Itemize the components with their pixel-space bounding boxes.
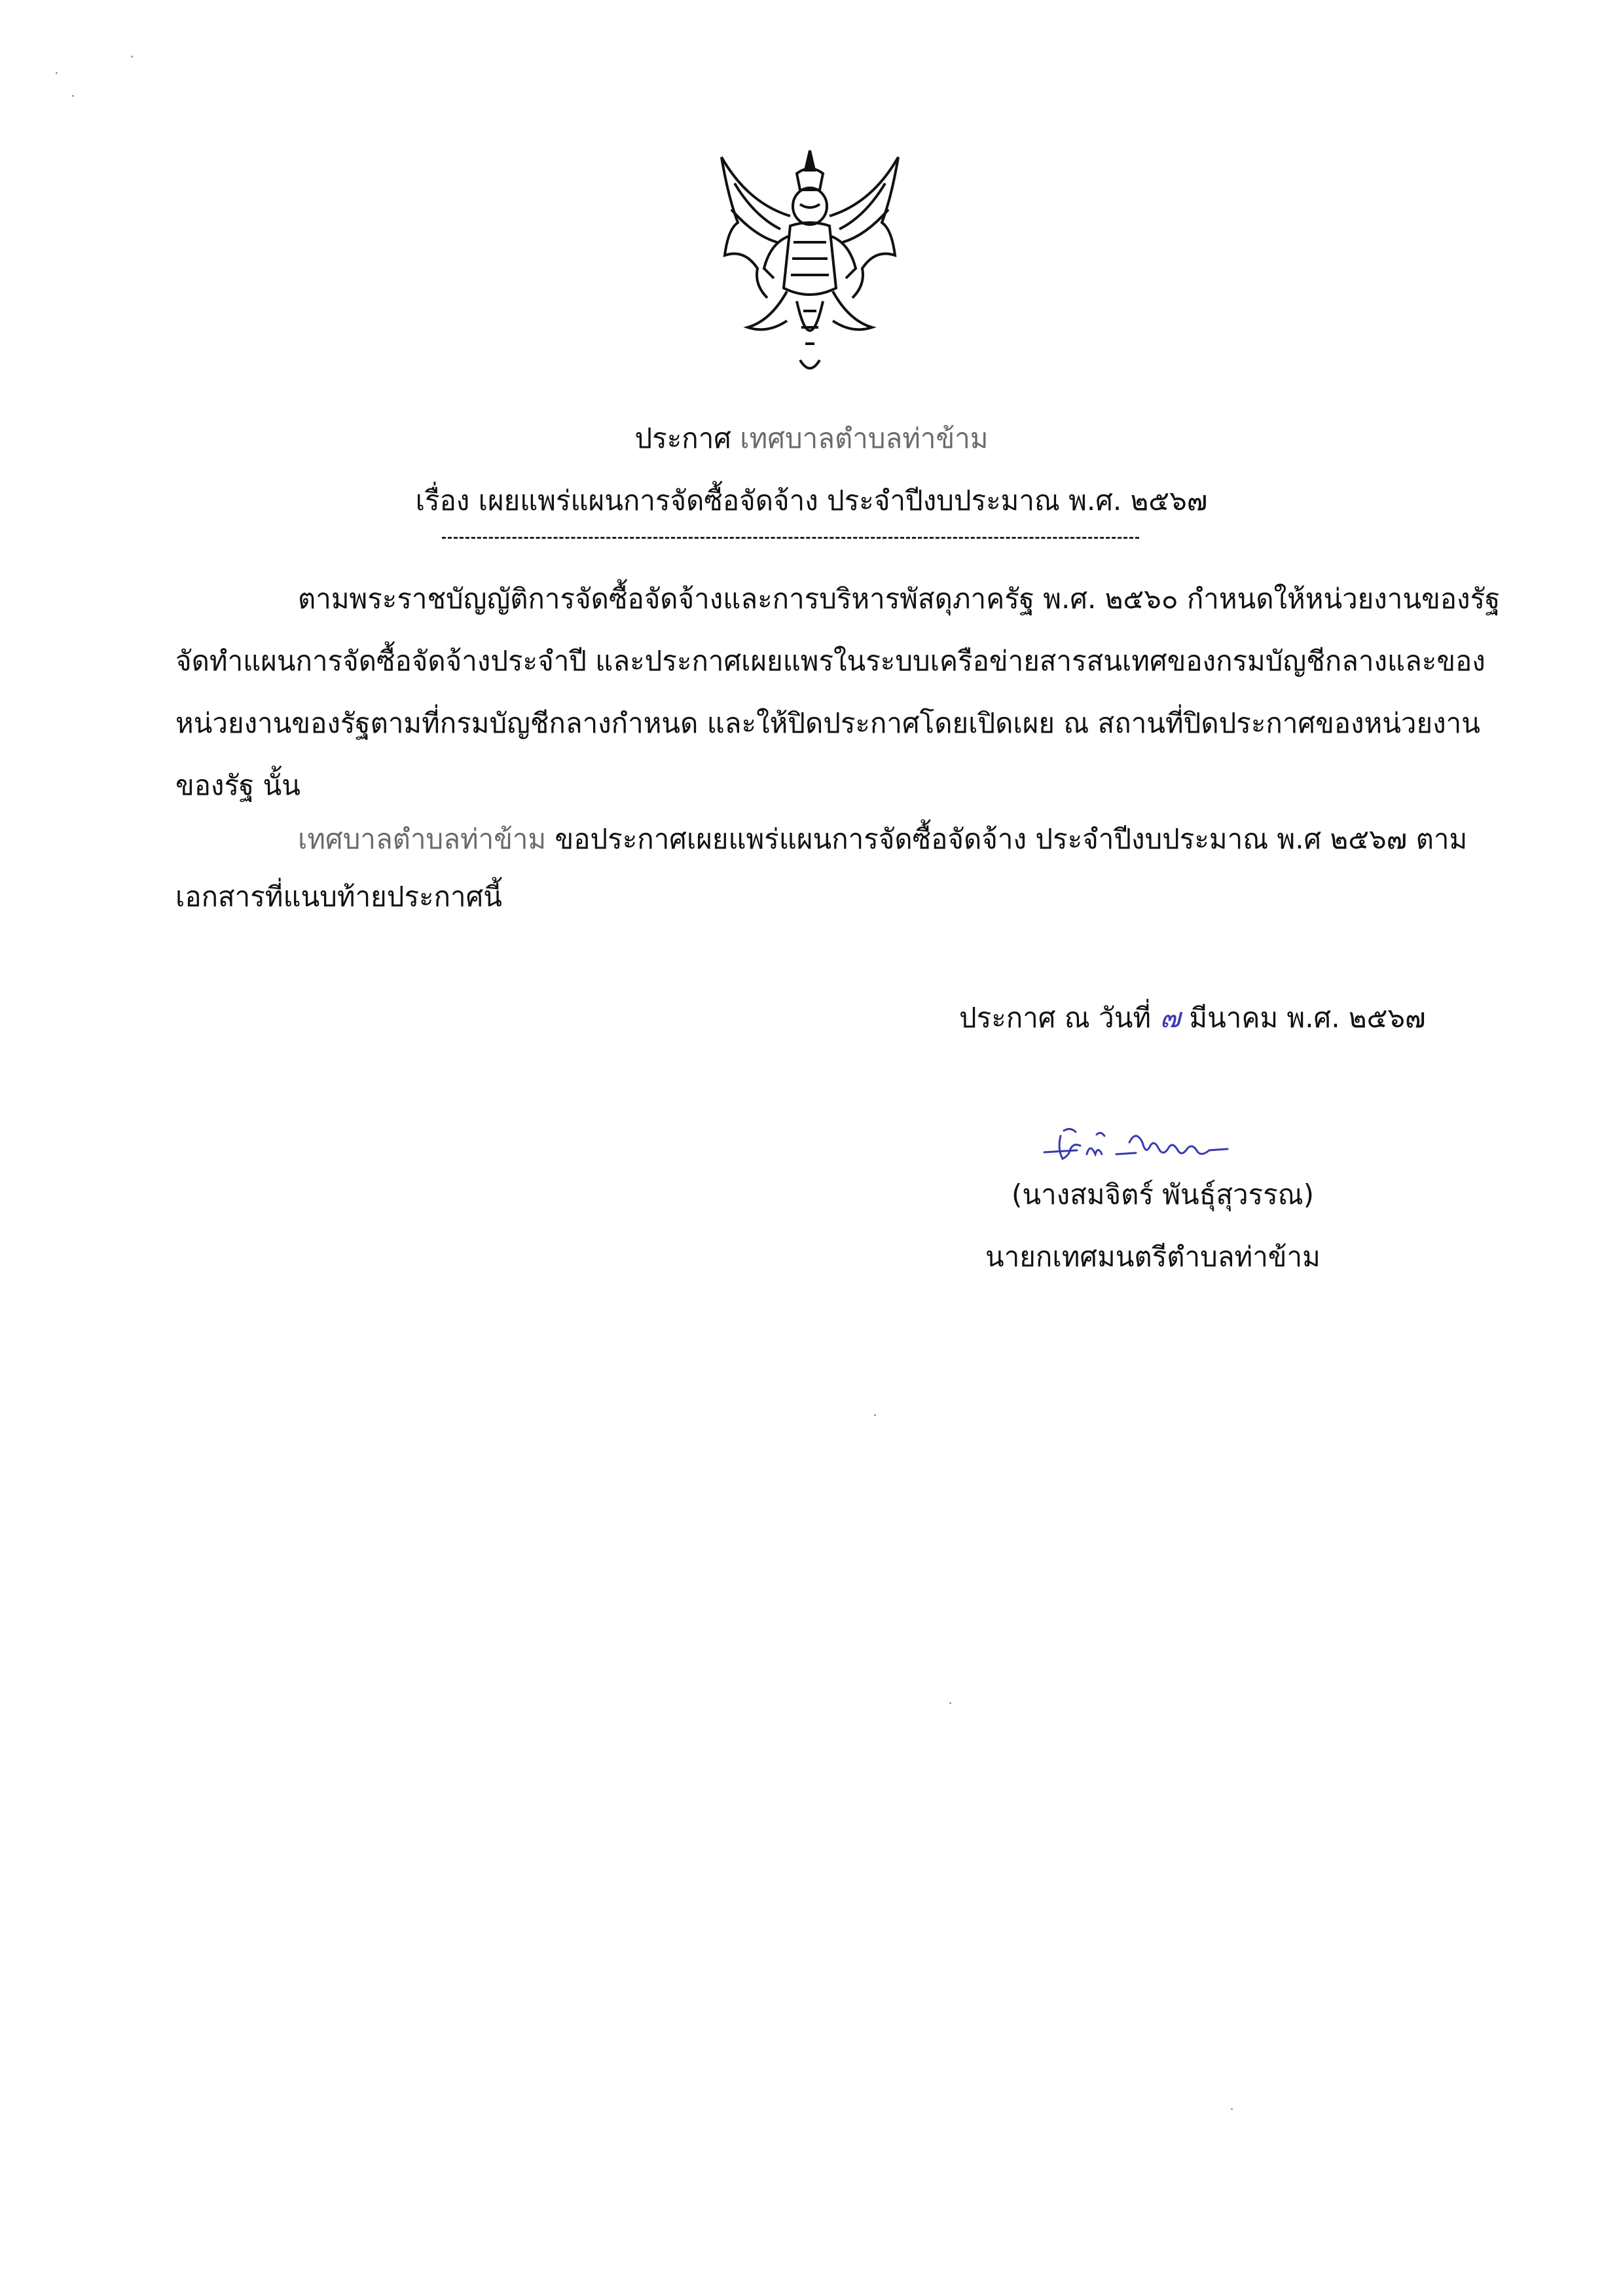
scan-speck — [874, 1414, 876, 1416]
title-organization: เทศบาลตำบลท่าข้าม — [740, 422, 989, 454]
signer-title: นายกเทศมนตรีตำบลท่าข้าม — [985, 1241, 1321, 1273]
scan-speck — [72, 95, 74, 97]
scan-speck — [949, 1702, 951, 1704]
paragraph-2-organization: เทศบาลตำบลท่าข้าม — [298, 823, 547, 855]
dashed-divider — [442, 537, 1139, 539]
paragraph-1-line-2: จัดทำแผนการจัดซื้อจัดจ้างประจำปี และประกาศเผยแพรในระบบเครือข่ายสารสนเทศของกรมบัญชีกลางและของ — [175, 645, 1486, 677]
paragraph-2-line-1 — [298, 820, 1467, 859]
signer-name: (นางสมจิตร์ พันธุ์สุวรรณ) — [1012, 1178, 1315, 1211]
paragraph-1-line-4: ของรัฐ นั้น — [175, 769, 301, 801]
announcement-subject: เรื่อง เผยแพร่แผนการจัดซื้อจัดจ้าง ประจำปีงบประมาณ พ.ศ. ๒๕๖๗ — [415, 484, 1208, 517]
scan-speck — [1231, 2108, 1233, 2110]
paragraph-1-line-3: หน่วยงานของรัฐตามที่กรมบัญชีกลางกำหนด และให้ปิดประกาศโดยเปิดเผย ณ สถานที่ปิดประกาศของหน่วยงาน — [175, 707, 1480, 739]
announcement-title — [0, 419, 1623, 458]
scan-speck — [56, 72, 58, 74]
paragraph-1-line-1: ตามพระราชบัญญัติการจัดซื้อจัดจ้างและการบริหารพัสดุภาครัฐ พ.ศ. ๒๕๖๐ กำหนดให้หน่วยงานของรัฐ — [298, 583, 1501, 615]
garuda-emblem-icon — [708, 144, 911, 380]
title-prefix: ประกาศ — [634, 422, 731, 454]
date-prefix: ประกาศ ณ วันที่ — [959, 1002, 1160, 1034]
scan-speck — [131, 56, 133, 58]
paragraph-2-text: ขอประกาศเผยแพร่แผนการจัดซื้อจัดจ้าง ประจำปีงบประมาณ พ.ศ ๒๕๖๗ ตาม — [546, 823, 1468, 855]
paragraph-2-line-2: เอกสารที่แนบท้ายประกาศนี้ — [175, 881, 502, 913]
date-day: ๗ — [1159, 1002, 1181, 1034]
announcement-date — [959, 998, 1426, 1038]
handwritten-signature — [1038, 1123, 1234, 1169]
date-suffix: มีนาคม พ.ศ. ๒๕๖๗ — [1180, 1002, 1426, 1034]
